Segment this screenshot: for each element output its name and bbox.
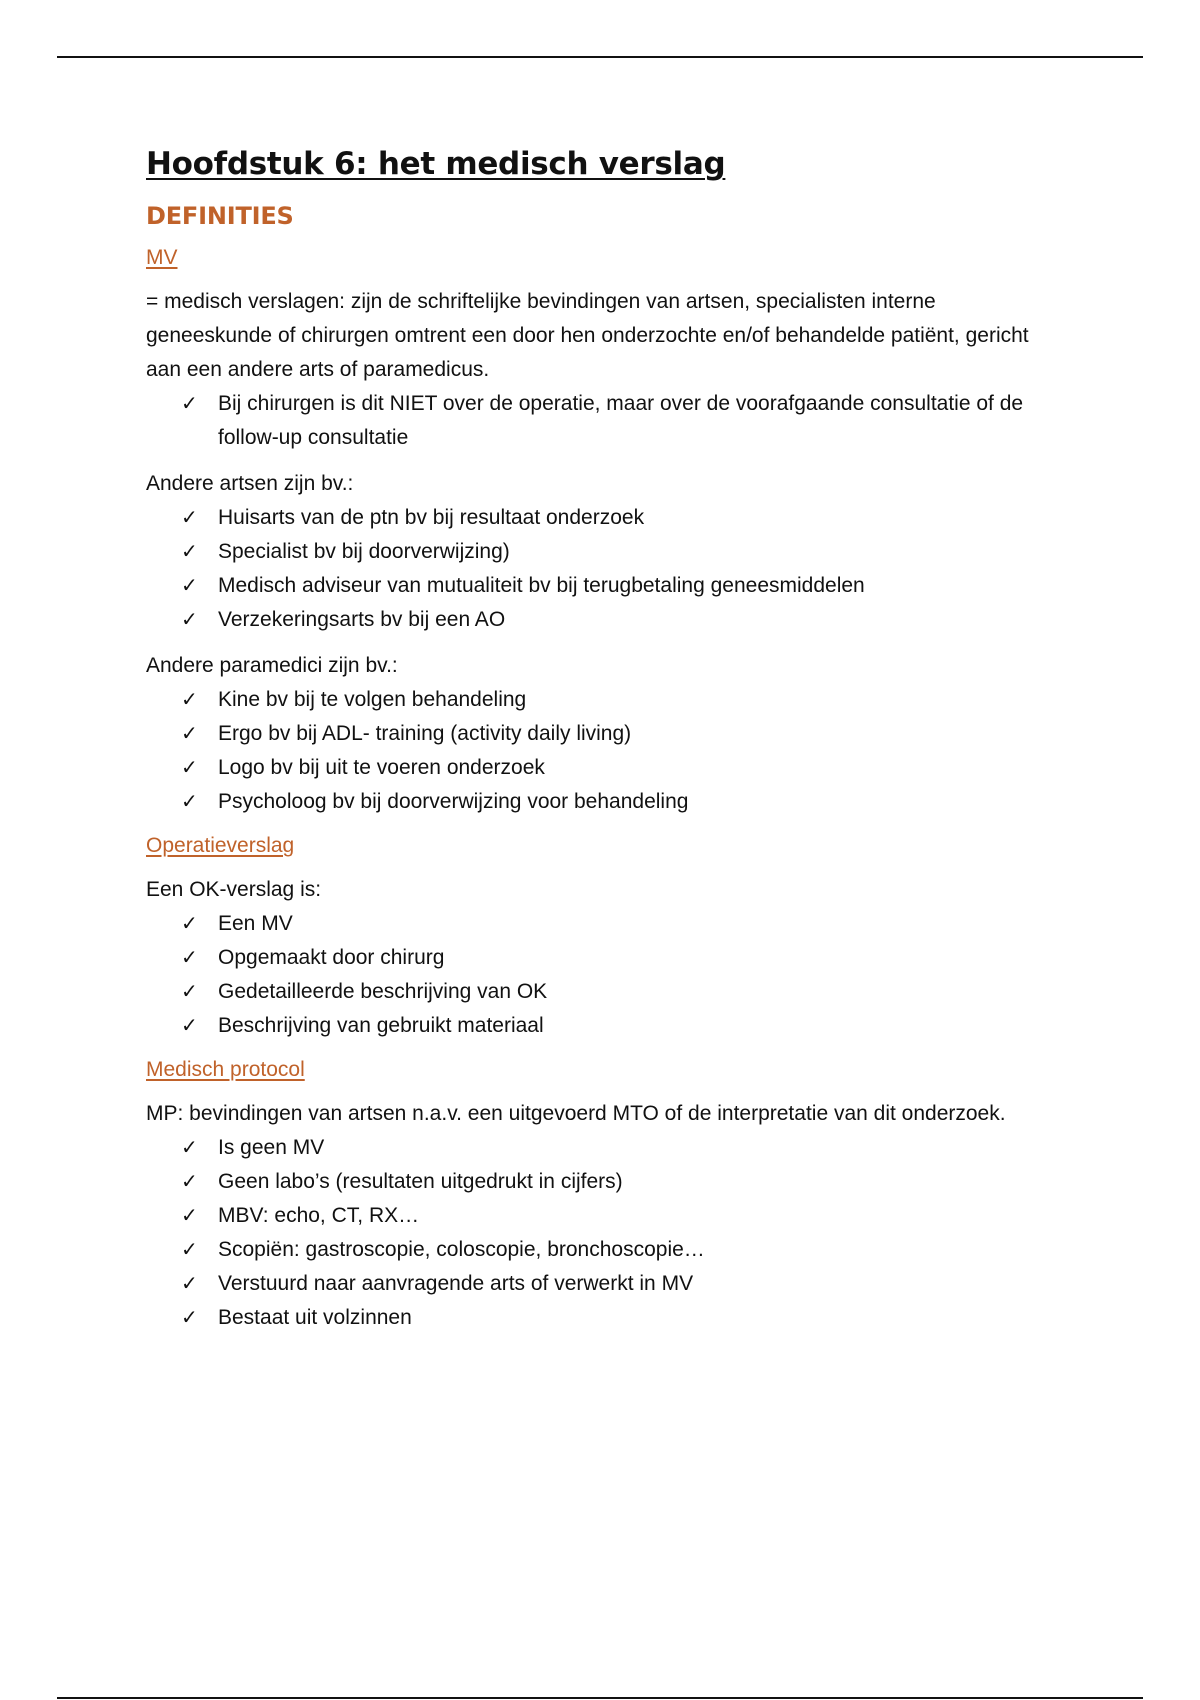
check-icon: ✓ [181,393,198,415]
check-icon: ✓ [181,689,198,711]
operatieverslag-list [146,907,1066,1043]
check-icon: ✓ [181,1205,198,1227]
footer-rule [57,1697,1143,1699]
list-item: ✓ Kine bv bij te volgen behandeling [218,683,1066,717]
check-icon: ✓ [181,1307,198,1329]
list-item: ✓ Beschrijving van gebruikt materiaal [218,1009,1066,1043]
check-icon: ✓ [181,947,198,969]
artsen-list [146,501,1066,637]
check-icon: ✓ [181,1239,198,1261]
paramedici-list [146,683,1066,819]
subheading-medisch-protocol: Medisch protocol [146,1058,305,1081]
check-icon: ✓ [181,1015,198,1037]
list-item: ✓ Logo bv bij uit te voeren onderzoek [218,751,1066,785]
check-icon: ✓ [181,723,198,745]
subheading-mv: MV [146,246,178,269]
list-item: ✓ Is geen MV [218,1131,1066,1165]
check-icon: ✓ [181,981,198,1003]
check-icon: ✓ [181,1273,198,1295]
list-item: ✓ Psycholoog bv bij doorverwijzing voor behandeling [218,785,1066,819]
list-item: ✓ Huisarts van de ptn bv bij resultaat onderzoek [218,501,1066,535]
medisch-protocol-intro: MP: bevindingen van artsen n.a.v. een uitgevoerd MTO of de interpretatie van dit onderzoek. [146,1102,1006,1125]
mv-definition: = medisch verslagen: zijn de schriftelijke bevindingen van artsen, specialisten interne geneeskunde of chirurgen omtrent een door hen onderzochte en/of behandelde patiënt, gericht aan een andere arts of paramedicus. [146,290,1029,381]
list-item: ✓ Bestaat uit volzinnen [218,1301,1066,1335]
medisch-protocol-list [146,1131,1066,1335]
list-item: ✓ Ergo bv bij ADL- training (activity daily living) [218,717,1066,751]
check-icon: ✓ [181,913,198,935]
list-item: ✓ MBV: echo, CT, RX… [218,1199,1066,1233]
list-item: ✓ Geen labo’s (resultaten uitgedrukt in cijfers) [218,1165,1066,1199]
page-title: Hoofdstuk 6: het medisch verslag [146,146,726,182]
section-heading-definities: DEFINITIES [146,202,294,230]
list-item: ✓ Een MV [218,907,1066,941]
operatieverslag-intro: Een OK-verslag is: [146,878,322,901]
paramedici-intro: Andere paramedici zijn bv.: [146,654,398,677]
check-icon: ✓ [181,541,198,563]
list-item: ✓ Verstuurd naar aanvragende arts of verwerkt in MV [218,1267,1066,1301]
check-icon: ✓ [181,507,198,529]
list-item: ✓ Bij chirurgen is dit NIET over de operatie, maar over de voorafgaande consultatie of de follow-up consultatie [218,387,1066,455]
list-item: ✓ Verzekeringsarts bv bij een AO [218,603,1066,637]
check-icon: ✓ [181,1137,198,1159]
list-item: ✓ Scopiën: gastroscopie, coloscopie, bronchoscopie… [218,1233,1066,1267]
check-icon: ✓ [181,609,198,631]
check-icon: ✓ [181,1171,198,1193]
artsen-intro: Andere artsen zijn bv.: [146,472,354,495]
list-item: ✓ Opgemaakt door chirurg [218,941,1066,975]
subheading-operatieverslag: Operatieverslag [146,834,295,857]
list-item: ✓ Medisch adviseur van mutualiteit bv bij terugbetaling geneesmiddelen [218,569,1066,603]
check-icon: ✓ [181,791,198,813]
list-item: ✓ Gedetailleerde beschrijving van OK [218,975,1066,1009]
check-icon: ✓ [181,575,198,597]
list-item: ✓ Specialist bv bij doorverwijzing) [218,535,1066,569]
document-body [146,144,1066,1335]
check-icon: ✓ [181,757,198,779]
header-rule [57,56,1143,58]
mv-note-list [146,387,1066,455]
